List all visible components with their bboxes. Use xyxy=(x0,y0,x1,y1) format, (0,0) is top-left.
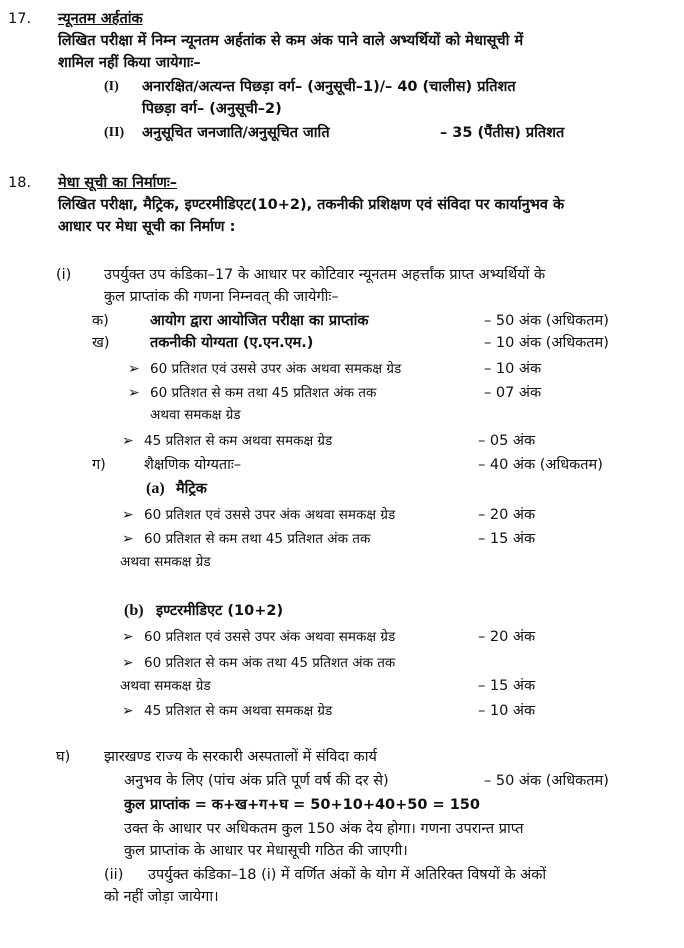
section-17-para-line2: शामिल नहीं किया जायेगाः– xyxy=(58,55,201,71)
inter-grade-3-value: – 10 अंक xyxy=(478,703,536,719)
s18-item-i-label: (i) xyxy=(56,267,72,283)
total-note-line2: कुल प्राप्तांक के आधार पर मेधासूची गठित की जाएगी। xyxy=(124,843,408,859)
kha-grade-3-value: – 05 अंक xyxy=(478,433,536,449)
kha-grade-3: 45 प्रतिशत से कम अथवा समकक्ष ग्रेड xyxy=(144,433,333,449)
s17-item-i-text-line1: अनारक्षित/अत्यन्त पिछड़ा वर्ग– (अनुसूची–1)/– 40 (चालीस) प्रतिशत xyxy=(142,79,516,95)
inter-grade-2-line1: 60 प्रतिशत से कम अंक तथा 45 प्रतिशत अंक तक xyxy=(144,655,396,671)
section-18-para-line1: लिखित परीक्षा, मैट्रिक, इण्टरमीडिएट(10+2), तकनीकी प्रशिक्षण एवं संविदा पर कार्यानुभव के xyxy=(58,197,565,213)
ga-text: शैक्षणिक योग्यताः– xyxy=(144,457,242,473)
arrow-bullet-icon: ➢ xyxy=(128,361,140,377)
ka-text: आयोग द्वारा आयोजित परीक्षा का प्राप्तांक xyxy=(150,313,369,329)
kha-value: – 10 अंक (अधिकतम) xyxy=(484,335,609,351)
section-18-number: 18. xyxy=(8,175,32,191)
matric-grade-2-line2: अथवा समकक्ष ग्रेड xyxy=(120,554,211,570)
matric-heading: मैट्रिक xyxy=(176,481,207,497)
s17-item-ii-label: (II) xyxy=(104,125,125,140)
kha-grade-1-value: – 10 अंक xyxy=(484,361,542,377)
s17-item-ii-text: अनुसूचित जनजाति/अनुसूचित जाति xyxy=(142,125,330,141)
kha-text: तकनीकी योग्यता (ए.एन.एम.) xyxy=(150,335,314,351)
s17-item-i-label: (I) xyxy=(104,79,119,94)
total-formula: कुल प्राप्तांक = क+ख+ग+घ = 50+10+40+50 = 150 xyxy=(124,797,480,813)
intermediate-label: (b) xyxy=(124,602,144,619)
gha-value: – 50 अंक (अधिकतम) xyxy=(484,773,609,789)
arrow-bullet-icon: ➢ xyxy=(122,703,134,719)
gha-label: घ) xyxy=(56,749,71,765)
kha-grade-1: 60 प्रतिशत एवं उससे उपर अंक अथवा समकक्ष ग्रेड xyxy=(150,361,402,377)
matric-grade-1-value: – 20 अंक xyxy=(478,507,536,523)
intermediate-heading: इण्टरमीडिएट (10+2) xyxy=(156,603,284,619)
section-18-heading: मेधा सूची का निर्माणः– xyxy=(58,175,178,191)
inter-grade-1: 60 प्रतिशत एवं उससे उपर अंक अथवा समकक्ष ग्रेड xyxy=(144,629,396,645)
section-17-heading: न्यूनतम अर्हतांक xyxy=(58,11,143,27)
gha-line2: अनुभव के लिए (पांच अंक प्रति पूर्ण वर्ष की दर से) xyxy=(124,773,389,789)
matric-grade-2-value: – 15 अंक xyxy=(478,531,536,547)
arrow-bullet-icon: ➢ xyxy=(128,385,140,401)
arrow-bullet-icon: ➢ xyxy=(122,433,134,449)
ka-label: क) xyxy=(92,313,109,329)
s18-item-ii-line1: उपर्युक्त कंडिका–18 (i) में वर्णित अंकों के योग में अतिरिक्त विषयों के अंकों xyxy=(148,867,547,883)
s17-item-ii-value: – 35 (पैंतीस) प्रतिशत xyxy=(440,125,565,141)
kha-grade-2-value: – 07 अंक xyxy=(484,385,542,401)
s18-item-ii-line2: को नहीं जोड़ा जायेगा। xyxy=(104,889,219,905)
s18-item-i-line2: कुल प्राप्तांक की गणना निम्नवत् की जायेगीः– xyxy=(104,289,339,305)
arrow-bullet-icon: ➢ xyxy=(122,531,134,547)
total-note-line1: उक्त के आधार पर अधिकतम कुल 150 अंक देय होगा। गणना उपरान्त प्राप्त xyxy=(124,821,524,837)
kha-grade-2-line2: अथवा समकक्ष ग्रेड xyxy=(150,407,241,423)
matric-grade-2-line1: 60 प्रतिशत से कम तथा 45 प्रतिशत अंक तक xyxy=(144,531,371,547)
s18-item-i-line1: उपर्युक्त उप कंडिका–17 के आधार पर कोटिवार न्यूनतम अहर्त्तांक प्राप्त अभ्यर्थियों के xyxy=(104,267,546,283)
arrow-bullet-icon: ➢ xyxy=(122,629,134,645)
inter-grade-2-value: – 15 अंक xyxy=(478,678,536,694)
matric-label: (a) xyxy=(146,480,165,497)
matric-grade-1: 60 प्रतिशत एवं उससे उपर अंक अथवा समकक्ष ग्रेड xyxy=(144,507,396,523)
s18-item-ii-label: (ii) xyxy=(104,867,124,883)
inter-grade-1-value: – 20 अंक xyxy=(478,629,536,645)
inter-grade-2-line2: अथवा समकक्ष ग्रेड xyxy=(120,678,211,694)
ga-value: – 40 अंक (अधिकतम) xyxy=(478,457,603,473)
ka-value: – 50 अंक (अधिकतम) xyxy=(484,313,609,329)
inter-grade-3: 45 प्रतिशत से कम अथवा समकक्ष ग्रेड xyxy=(144,703,333,719)
arrow-bullet-icon: ➢ xyxy=(122,507,134,523)
ga-label: ग) xyxy=(92,457,106,473)
arrow-bullet-icon: ➢ xyxy=(122,655,134,671)
kha-grade-2-line1: 60 प्रतिशत से कम तथा 45 प्रतिशत अंक तक xyxy=(150,385,377,401)
s17-item-i-text-line2: पिछड़ा वर्ग– (अनुसूची–2) xyxy=(142,101,282,117)
kha-label: ख) xyxy=(92,335,110,351)
section-17-number: 17. xyxy=(8,11,32,27)
section-17-para-line1: लिखित परीक्षा में निम्न न्यूनतम अर्हतांक से कम अंक पाने वाले अभ्यर्थियों को मेधासूची में xyxy=(58,33,524,49)
section-18-para-line2: आधार पर मेधा सूची का निर्माण : xyxy=(58,219,236,235)
gha-line1: झारखण्ड राज्य के सरकारी अस्पतालों में संविदा कार्य xyxy=(104,749,377,765)
